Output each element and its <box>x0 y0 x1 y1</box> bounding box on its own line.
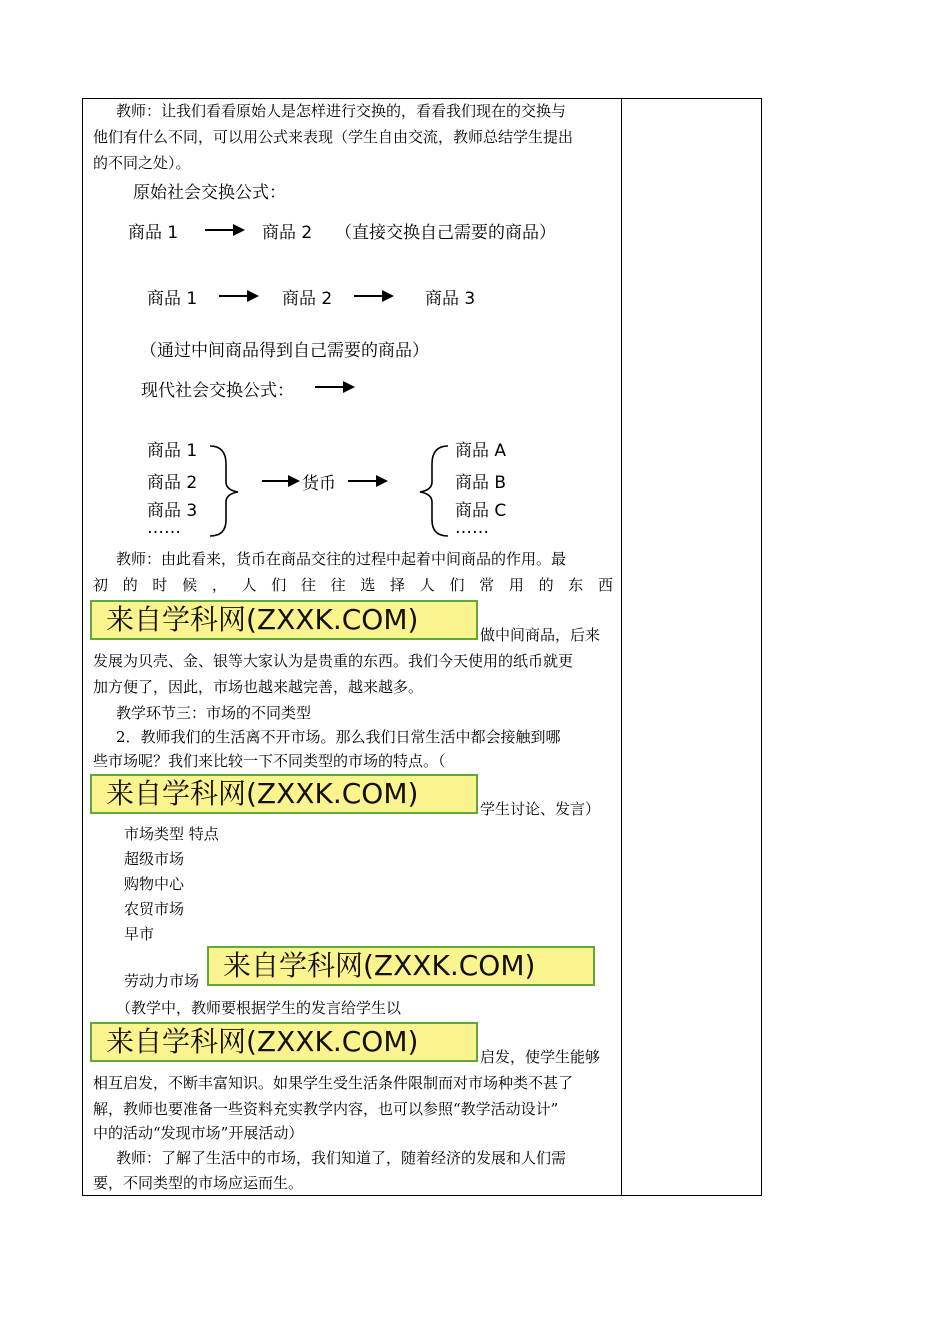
p3-line-3: 学生讨论、发言） <box>480 800 601 818</box>
market-list-header: 市场类型 特点 <box>124 825 219 843</box>
left-goods-1: 商品 1 <box>147 441 198 461</box>
arrow-icon <box>262 480 298 482</box>
arrow-icon <box>315 386 353 388</box>
left-goods-3: 商品 3 <box>147 501 198 521</box>
p1-line-3: 的不同之处）。 <box>93 154 191 172</box>
p4-line-2: 启发，使学生能够 <box>480 1048 601 1066</box>
right-goods-a: 商品 A <box>455 441 507 461</box>
watermark-banner: 来自学科网(ZXXK.COM) <box>90 600 478 640</box>
left-goods-ellipsis: …… <box>147 518 181 538</box>
arrow-icon <box>219 295 257 297</box>
p4-line-1: （教学中，教师要根据学生的发言给学生以 <box>116 999 402 1017</box>
p2-line-5: 加方便了，因此，市场也越来越完善，越来越多。 <box>93 678 424 696</box>
row2-note: （通过中间商品得到自己需要的商品） <box>140 341 429 361</box>
watermark-banner: 来自学科网(ZXXK.COM) <box>90 774 478 814</box>
watermark-banner: 来自学科网(ZXXK.COM) <box>207 946 595 986</box>
left-goods-2: 商品 2 <box>147 473 198 493</box>
arrow-icon <box>354 295 392 297</box>
row2-goods-1: 商品 1 <box>147 289 198 309</box>
section-heading: 教学环节三：市场的不同类型 <box>116 704 312 722</box>
market-item: 劳动力市场 <box>124 972 200 990</box>
arrow-icon <box>348 480 386 482</box>
market-item: 早市 <box>124 925 155 943</box>
p2-line-2: 初的时候，人们往往选择人们常用的东西 <box>93 576 613 594</box>
p3-line-1: 2．教师我们的生活离不开市场。那么我们日常生活中都会接触到哪 <box>116 728 561 746</box>
right-goods-c: 商品 C <box>455 501 507 521</box>
primitive-formula-title: 原始社会交换公式： <box>133 183 286 203</box>
money-label: 货币 <box>302 474 336 494</box>
row2-goods-2: 商品 2 <box>282 289 333 309</box>
right-goods-b: 商品 B <box>455 473 507 493</box>
row2-goods-3: 商品 3 <box>425 289 476 309</box>
market-item: 农贸市场 <box>124 900 185 918</box>
right-goods-ellipsis: …… <box>455 518 489 538</box>
p2-line-1: 教师：由此看来，货币在商品交往的过程中起着中间商品的作用。最 <box>116 550 567 568</box>
p5-line-1: 教师：了解了生活中的市场，我们知道了，随着经济的发展和人们需 <box>116 1149 567 1167</box>
market-item: 超级市场 <box>124 850 185 868</box>
p5-line-2: 要，不同类型的市场应运而生。 <box>93 1174 304 1192</box>
p4-line-4: 解，教师也要准备一些资料充实教学内容，也可以参照“教学活动设计” <box>93 1100 559 1118</box>
row1-goods-1: 商品 1 <box>128 223 179 243</box>
market-item: 购物中心 <box>124 875 185 893</box>
right-brace-icon <box>200 442 248 538</box>
p1-line-2: 他们有什么不同，可以用公式来表现（学生自由交流，教师总结学生提出 <box>93 128 574 146</box>
p2-line-3: 做中间商品，后来 <box>480 626 601 644</box>
p4-line-3: 相互启发，不断丰富知识。如果学生受生活条件限制而对市场种类不甚了 <box>93 1074 574 1092</box>
p3-line-2: 些市场呢？我们来比较一下不同类型的市场的特点。（ <box>93 752 446 770</box>
p1-line-1: 教师：让我们看看原始人是怎样进行交换的，看看我们现在的交换与 <box>116 102 567 120</box>
watermark-banner: 来自学科网(ZXXK.COM) <box>90 1022 478 1062</box>
row1-goods-2: 商品 2 <box>262 223 313 243</box>
p4-line-5: 中的活动“发现市场”开展活动） <box>93 1124 304 1142</box>
left-brace-icon <box>410 442 458 538</box>
modern-formula-title: 现代社会交换公式： <box>141 381 294 401</box>
p2-line-4: 发展为贝壳、金、银等大家认为是贵重的东西。我们今天使用的纸币就更 <box>93 652 574 670</box>
row1-note: （直接交换自己需要的商品） <box>335 223 556 243</box>
arrow-icon <box>205 229 243 231</box>
table-column-divider <box>621 98 622 1196</box>
